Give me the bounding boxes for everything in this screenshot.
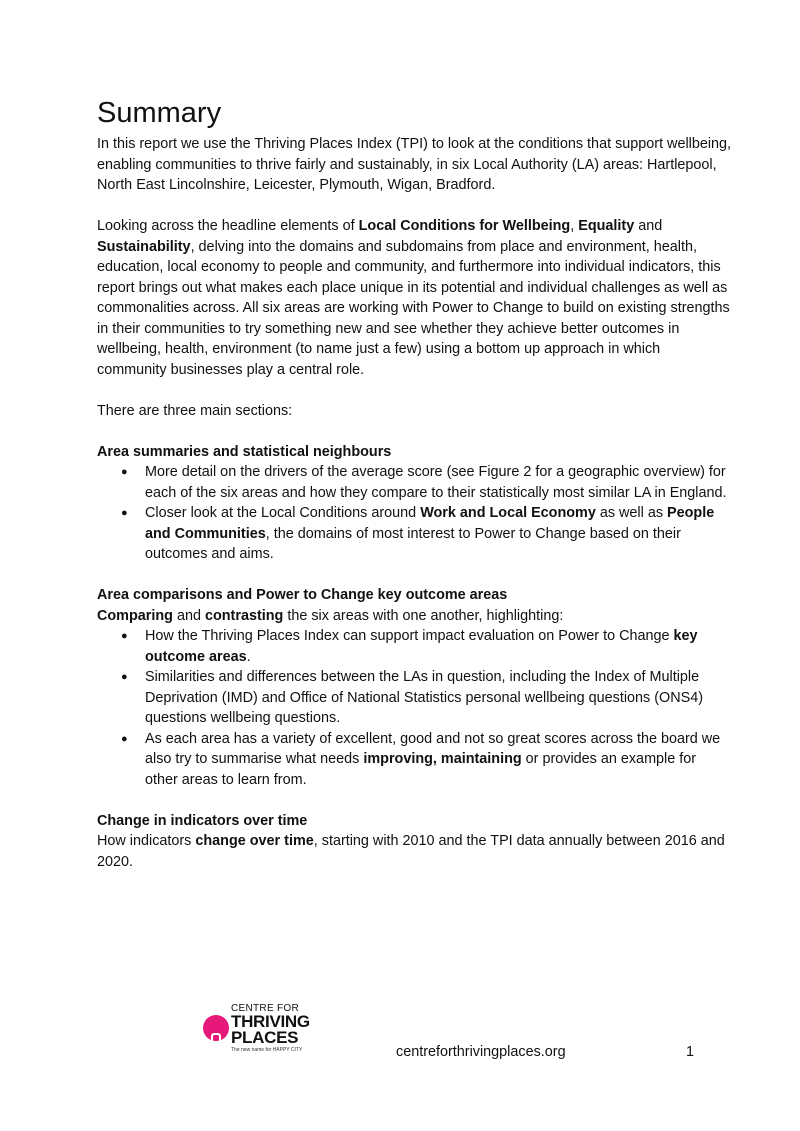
section2-bullet-list	[97, 626, 732, 790]
list-item: ● Similarities and differences between the LAs in question, including the Index of Multiple Deprivation (IMD) and Office of National Statistics personal wellbeing questions (ONS4) questions wellbeing questions.	[145, 667, 732, 729]
lead-text: and	[172, 607, 205, 624]
bullet-text: How the Thriving Places Index can support impact evaluation on Power to Change	[145, 628, 674, 644]
logo-line-1: CENTRE FOR	[231, 1003, 299, 1014]
overview-text-1: Looking across the headline elements of	[97, 218, 359, 234]
bullet-text: As each area has a variety of excellent, good and not so great scores across the board we also try to summarise what needs	[145, 730, 721, 767]
logo-tagline: The new name for HAPPY CITY	[231, 1047, 303, 1053]
bullet-text: as well as	[595, 505, 668, 521]
overview-bold-equality: Equality	[578, 218, 635, 234]
overview-paragraph	[97, 216, 732, 380]
centre-for-thriving-places-logo	[203, 1003, 327, 1055]
overview-text-3: and	[634, 218, 663, 234]
overview-text-4: , delving into the domains and subdomains from place and environment, health, education, local economy to people and community, and furthermore into individual indicators, this report brings out what makes each place unique in its potential and individual challenges as well as commonalities across. All six areas are working with Power to Change to build on existing strengths in their communities to try something new and see whether they achieve better outcomes in wellbeing, health, environment (to name just a few) using a bottom up approach in which community businesses play a central role.	[97, 238, 730, 378]
logo-line-3: PLACES	[231, 1028, 299, 1047]
list-item: ● More detail on the drivers of the average score (see Figure 2 for a geographic overview) for each of the six areas and how they compare to their statistically most similar LA in England.	[145, 462, 732, 503]
section3-text: How indicators	[97, 833, 196, 849]
logo-line-2: THRIVING	[231, 1012, 310, 1031]
bullet-bold: key outcome areas	[145, 628, 698, 665]
page-title: Summary	[97, 97, 222, 129]
section3-bold: change over time	[195, 833, 314, 849]
lead-bold: Comparing	[97, 607, 173, 624]
page-number: 1	[686, 1044, 695, 1060]
sections-intro: There are three main sections:	[97, 402, 293, 419]
list-item	[145, 626, 732, 667]
section3-text: , starting with 2010 and the TPI data annually between 2016 and 2020.	[97, 833, 725, 870]
section-heading-area-summaries: Area summaries and statistical neighbours	[97, 443, 392, 460]
bullet-bold: improving, maintaining	[363, 751, 522, 767]
section2-lead	[97, 606, 732, 627]
overview-bold-sustainability: Sustainability	[97, 238, 191, 255]
lead-text: the six areas with one another, highlighting:	[283, 607, 564, 624]
bullet-text: or provides an example for other areas to learn from.	[145, 751, 697, 788]
bullet-bold: People and Communities	[145, 505, 715, 542]
intro-paragraph: In this report we use the Thriving Places Index (TPI) to look at the conditions that support wellbeing, enabling communities to thrive fairly and sustainably, in six Local Authority (LA) areas: Hartlepool, North East Lincolnshire, Leicester, Plymouth, Wigan, Bradford.	[97, 136, 732, 193]
overview-text-2: ,	[570, 218, 579, 234]
bullet-text: , the domains of most interest to Power to Change based on their outcomes and aims.	[145, 525, 681, 562]
lead-bold: contrasting	[204, 607, 284, 624]
bullet-bold: Work and Local Economy	[420, 505, 596, 521]
logo-hand-icon	[203, 1015, 229, 1041]
section3-paragraph	[97, 831, 732, 872]
list-item	[145, 729, 732, 791]
bullet-text: .	[246, 648, 251, 665]
document-page	[97, 96, 732, 872]
overview-bold-local-conditions: Local Conditions for Wellbeing	[358, 218, 571, 234]
list-item	[145, 503, 732, 565]
section-heading-change-over-time: Change in indicators over time	[97, 812, 308, 829]
section1-bullet-list	[97, 462, 732, 565]
footer-url: centreforthrivingplaces.org	[396, 1044, 566, 1060]
section-heading-area-comparisons: Area comparisons and Power to Change key outcome areas	[97, 587, 508, 603]
bullet-text: Closer look at the Local Conditions around	[145, 505, 421, 521]
